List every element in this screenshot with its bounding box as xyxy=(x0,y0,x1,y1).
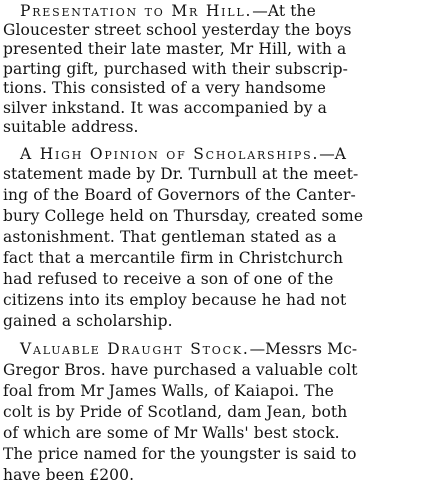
article-2-line: ing of the Board of Governors of the Canter- xyxy=(3,186,356,204)
article-1-line: Gloucester street school yesterday the boys xyxy=(3,21,352,39)
article-3-line: The price named for the youngster is said to xyxy=(3,445,357,463)
article-1-line: presented their late master, Mr Hill, with a xyxy=(3,40,347,58)
article-3-line: of which are some of Mr Walls' best stock. xyxy=(3,424,340,442)
article-3-line: foal from Mr James Walls, of Kaiapoi. The xyxy=(3,382,334,400)
article-1-line: silver inkstand. It was accompanied by a xyxy=(3,99,327,117)
article-2-line: citizens into its employ because he had not xyxy=(3,291,347,309)
article-3-heading: Valuable Draught Stock. xyxy=(20,340,250,358)
article-2-line: bury College held on Thursday, created some xyxy=(3,207,364,225)
article-3-first-line: —Messrs Mc- xyxy=(249,340,358,358)
article-1-heading: Presentation to Mr Hill. xyxy=(20,2,253,20)
article-1-line: tions. This consisted of a very handsome xyxy=(3,79,327,97)
article-3-heading-line xyxy=(20,340,357,359)
article-2-line: gained a scholarship. xyxy=(3,312,173,330)
article-2-line: had refused to receive a son of one of the xyxy=(3,270,334,288)
article-2-line: fact that a mercantile firm in Christchurch xyxy=(3,249,344,267)
article-3-line: Gregor Bros. have purchased a valuable colt xyxy=(3,361,358,379)
article-2-line: astonishment. That gentleman stated as a xyxy=(3,228,337,246)
article-1-first-line: —At the xyxy=(252,2,316,20)
article-2-heading: A High Opinion of Scholarships. xyxy=(20,145,320,163)
article-1-line: suitable address. xyxy=(3,118,139,136)
article-3-line: have been £200. xyxy=(3,466,135,484)
article-1-line: parting gift, purchased with their subscrip- xyxy=(3,60,348,78)
article-2-first-line: —A xyxy=(319,145,347,163)
article-2-heading-line xyxy=(20,145,346,164)
article-3-line: colt is by Pride of Scotland, dam Jean, both xyxy=(3,403,348,421)
article-2-line: statement made by Dr. Turnbull at the meet- xyxy=(3,165,359,183)
article-1-heading-line xyxy=(20,2,316,21)
